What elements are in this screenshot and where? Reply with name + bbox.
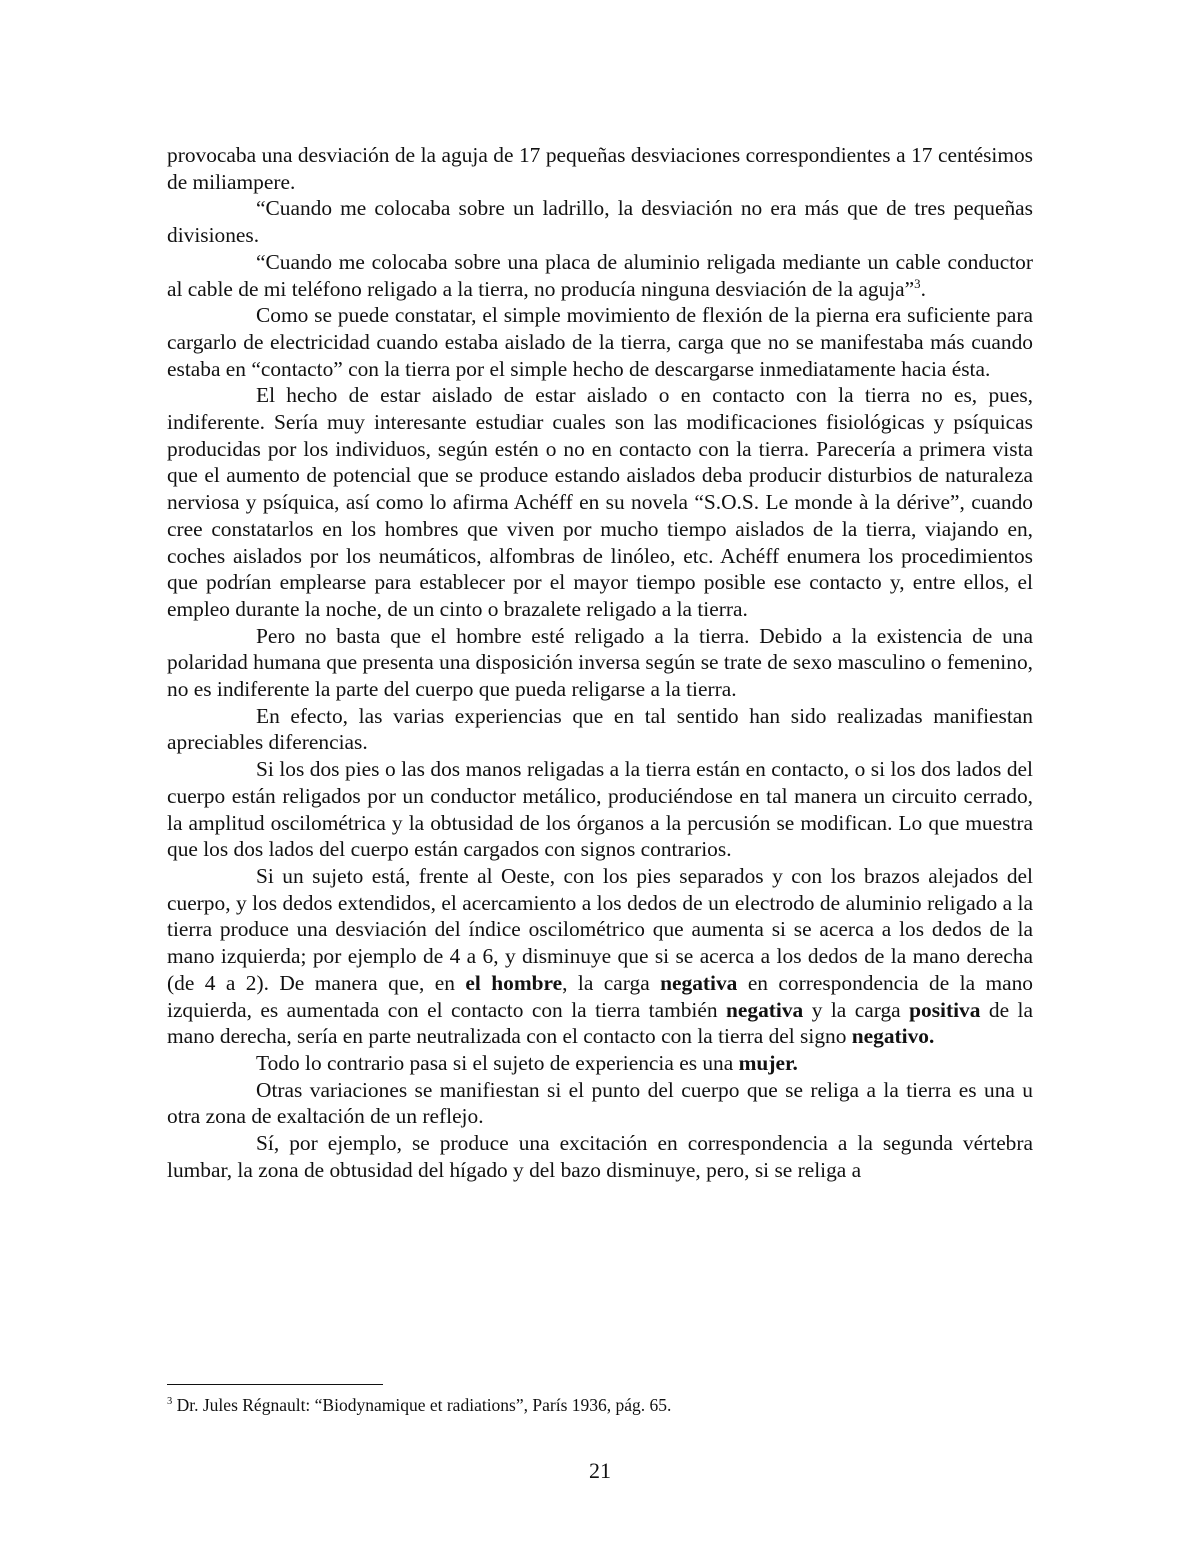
footnote-number: 3 <box>167 1396 173 1408</box>
paragraph: Sí, por ejemplo, se produce una excitación en correspondencia a la segunda vértebra lumbar, la zona de obtusidad del hígado y del bazo disminuye, pero, si se religa a <box>167 1131 1033 1182</box>
paragraph-text: Todo lo contrario pasa si el sujeto de experiencia es una <box>256 1050 739 1075</box>
paragraph-text: , la carga <box>562 970 661 995</box>
paragraph-text: de la mano derecha, sería en parte neutralizada con el contacto con la tierra del signo <box>167 997 1033 1049</box>
body-text <box>167 142 1033 1183</box>
bold-text: negativa <box>660 970 738 995</box>
paragraph: El hecho de estar aislado de estar aislado o en contacto con la tierra no es, pues, indiferente. Sería muy interesante estudiar cuales son las modificaciones fisiológicas y psíquicas producidas por los individuos, según estén o no en contacto con la tierra. Parecería a primera vista que el aumento de potencial que se produce estando aislados deba producir disturbios de naturaleza nerviosa y psíquica, así como lo afirma Achéff en su novela “S.O.S. Le monde à la dérive”, cuando cree constatarlos en los hombres que viven por mucho tiempo aislados de la tierra, viajando en, coches aislados por los neumáticos, alfombras de linóleo, etc. Achéff enumera los procedimientos que podrían emplearse para establecer por el mayor tiempo posible ese contacto y, entre ellos, el empleo durante la noche, de un cinto o brazalete religado a la tierra. <box>167 383 1033 621</box>
paragraph: “Cuando me colocaba sobre un ladrillo, la desviación no era más que de tres pequeñas divisiones. <box>167 196 1033 248</box>
paragraph: Si los dos pies o las dos manos religadas a la tierra están en contacto, o si los dos lados del cuerpo están religados por un conductor metálico, produciéndose en tal manera un circuito cerrado, la amplitud oscilométrica y la obtusidad de los órganos a la percusión se modifican. Lo que muestra que los dos lados del cuerpo están cargados con signos contrarios. <box>167 757 1033 862</box>
footnote <box>167 1394 1033 1416</box>
bold-text: el hombre <box>465 970 563 995</box>
paragraph <box>167 249 1033 302</box>
paragraph: provocaba una desviación de la aguja de 17 pequeñas desviaciones correspondientes a 17 centésimos de miliampere. <box>167 143 1033 194</box>
paragraph-text: Si un sujeto está, frente al Oeste, con los pies separados y con los brazos alejados del cuerpo, y los dedos extendidos, el acercamiento a los dedos de un electrodo de aluminio religado a la tierra produce una desviación del índice oscilométrico que aumenta si se acerca a los dedos de la mano izquierda; por ejemplo de 4 a 6, y disminuye que si se acerca a los dedos de la mano derecha (de 4 a 2). De manera que, en <box>167 863 1033 995</box>
paragraph-text: . <box>920 276 926 301</box>
footnote-text: Dr. Jules Régnault: “Biodynamique et radiations”, París 1936, pág. 65. <box>172 1395 672 1415</box>
paragraph-text: en correspondencia de la mano izquierda, es aumentada con el contacto con la tierra también <box>167 970 1034 1022</box>
bold-text: negativo. <box>851 1024 935 1049</box>
paragraph: Pero no basta que el hombre esté religado a la tierra. Debido a la existencia de una polaridad humana que presenta una disposición inversa según se trate de sexo masculino o femenino, no es indiferente la parte del cuerpo que pueda religarse a la tierra. <box>167 623 1033 702</box>
paragraph <box>167 863 1033 1050</box>
bold-text: negativa <box>726 997 804 1022</box>
page-number: 21 <box>589 1458 611 1483</box>
paragraph: Como se puede constatar, el simple movimiento de flexión de la pierna era suficiente para cargarlo de electricidad cuando estaba aislado de la tierra, carga que no se manifestaba más cuando estaba en “contacto” con la tierra por el simple hecho de descargarse inmediatamente hacia ésta. <box>167 303 1033 381</box>
paragraph: Otras variaciones se manifiestan si el punto del cuerpo que se religa a la tierra es una u otra zona de exaltación de un reflejo. <box>167 1077 1033 1129</box>
paragraph <box>167 1050 1033 1077</box>
footnote-divider <box>167 1384 383 1385</box>
paragraph-text: “Cuando me colocaba sobre una placa de aluminio religada mediante un cable conductor al cable de mi teléfono religado a la tierra, no producía ninguna desviación de la aguja” <box>167 249 1033 301</box>
paragraph: En efecto, las varias experiencias que en tal sentido han sido realizadas manifiestan apreciables diferencias. <box>167 703 1033 755</box>
footnote-reference[interactable]: 3 <box>914 276 921 291</box>
paragraph-text: y la carga <box>803 997 910 1022</box>
bold-text: mujer. <box>738 1050 798 1075</box>
bold-text: positiva <box>909 997 981 1022</box>
